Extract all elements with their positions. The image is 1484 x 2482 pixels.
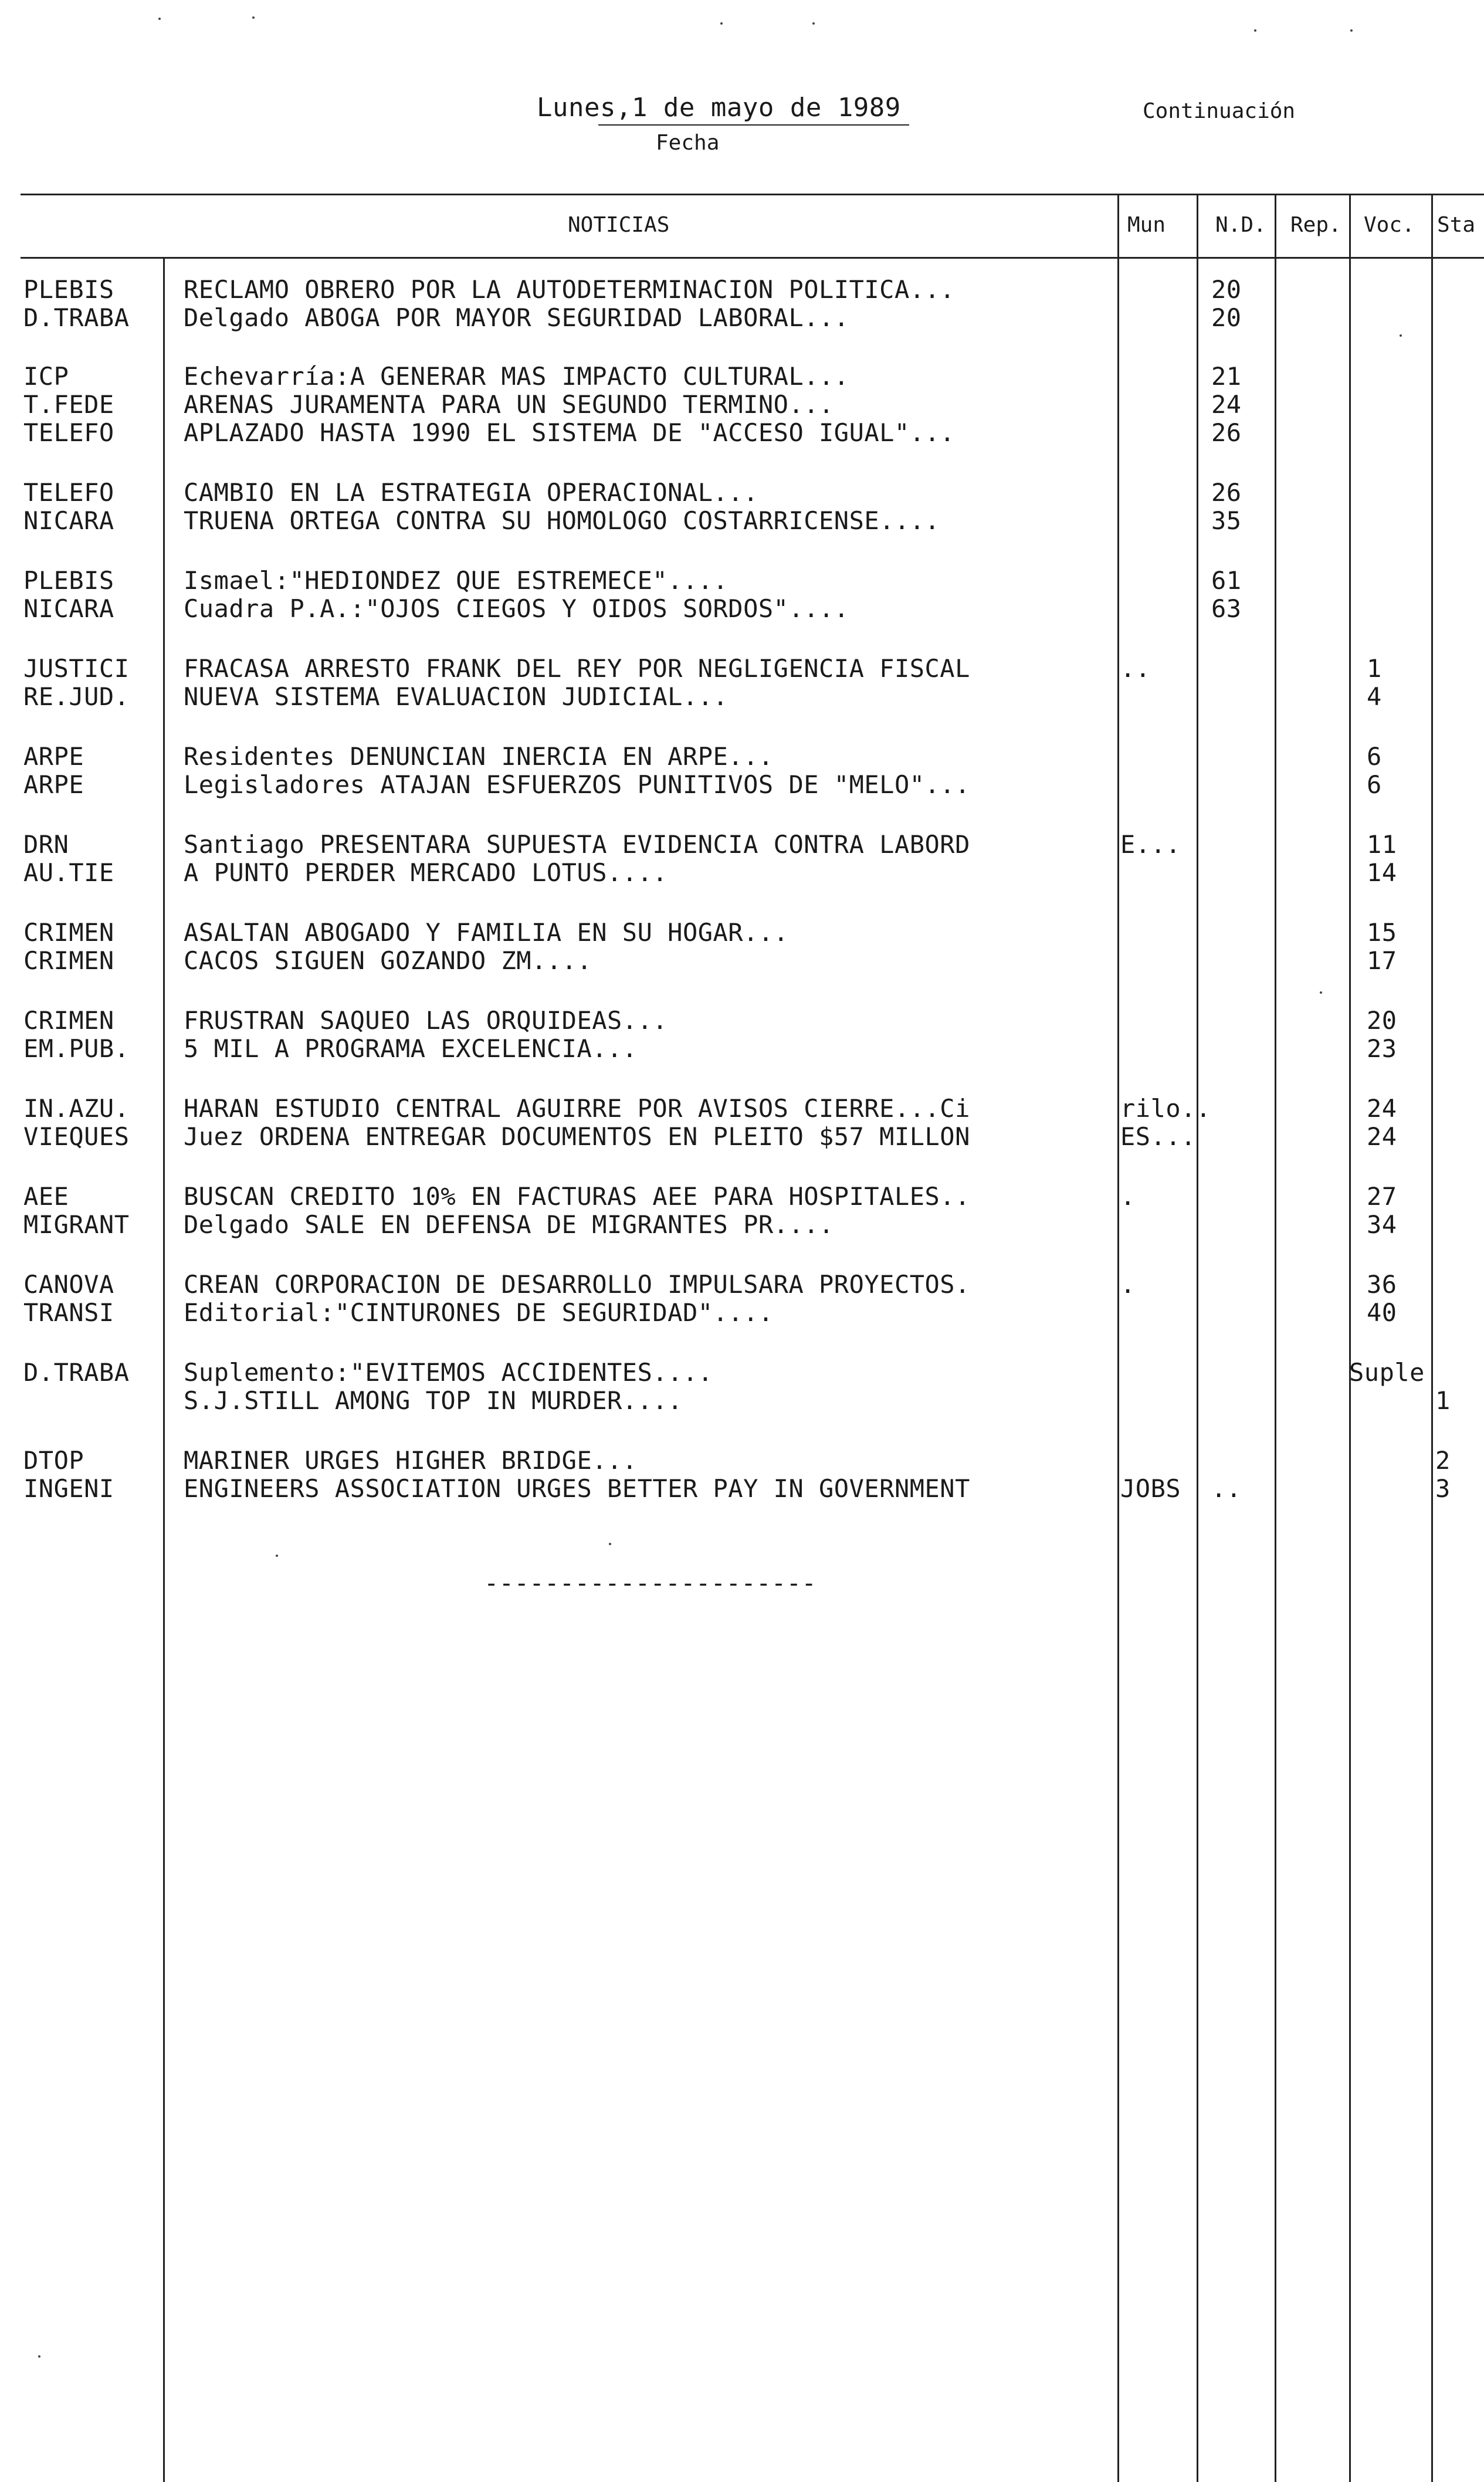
row-code: NICARA [23,594,114,623]
row-star: 2 [1435,1446,1451,1475]
row-code: AU.TIE [23,858,114,887]
row-headline: Juez ORDENA ENTREGAR DOCUMENTOS EN PLEITO $57 MILLON [184,1122,970,1151]
speck [1350,29,1353,32]
row-voc: 36 [1367,1270,1397,1299]
row-code: PLEBIS [23,275,114,304]
row-code: TRANSI [23,1298,114,1327]
speck [158,18,161,20]
row-headline: Residentes DENUNCIAN INERCIA EN ARPE... [184,742,774,771]
row-voc: 11 [1367,830,1397,859]
row-code: CRIMEN [23,1006,114,1035]
row-headline: APLAZADO HASTA 1990 EL SISTEMA DE "ACCESO IGUAL"... [184,418,956,447]
row-code: D.TRABA [23,1358,130,1387]
row-voc: 4 [1367,682,1382,711]
row-headline: 5 MIL A PROGRAMA EXCELENCIA... [184,1034,638,1063]
star-column-divider [1431,194,1433,2482]
row-voc: 23 [1367,1034,1397,1063]
row-code: ARPE [23,742,84,771]
row-voc: Suple [1349,1358,1425,1387]
row-nd: 61 [1211,566,1242,595]
code-column-divider [163,257,165,2482]
voc-column-divider [1349,194,1351,2482]
row-voc: 40 [1367,1298,1397,1327]
rep-column-divider [1275,194,1276,2482]
separator-line: ---------------------- [484,1569,817,1597]
row-code: DTOP [23,1446,84,1475]
row-code: JUSTICI [23,654,130,683]
row-headline: Delgado ABOGA POR MAYOR SEGURIDAD LABORAL... [184,303,849,332]
row-star: 3 [1435,1474,1451,1503]
row-code: AEE [23,1182,69,1211]
row-mun: .. [1120,654,1151,683]
row-code: T.FEDE [23,390,114,419]
row-mun: E... [1120,830,1181,859]
row-mun: rilo.. [1120,1094,1211,1123]
speck [276,1555,278,1557]
row-code: VIEQUES [23,1122,130,1151]
row-code: PLEBIS [23,566,114,595]
row-headline: CACOS SIGUEN GOZANDO ZM.... [184,946,592,975]
row-headline: ASALTAN ABOGADO Y FAMILIA EN SU HOGAR... [184,918,789,947]
row-headline: NUEVA SISTEMA EVALUACION JUDICIAL... [184,682,729,711]
row-code: RE.JUD. [23,682,130,711]
table-top-rule [21,194,1484,195]
continuation-label: Continuación [1143,99,1296,123]
row-headline: Suplemento:"EVITEMOS ACCIDENTES.... [184,1358,713,1387]
speck [609,1543,611,1545]
row-voc: 27 [1367,1182,1397,1211]
row-voc: 24 [1367,1122,1397,1151]
speck [1400,334,1402,337]
nd-column-divider [1197,194,1198,2482]
row-code: CRIMEN [23,918,114,947]
speck [1254,29,1256,32]
row-nd: .. [1211,1474,1242,1503]
row-headline: FRUSTRAN SAQUEO LAS ORQUIDEAS... [184,1006,668,1035]
speck [720,22,723,25]
row-nd: 26 [1211,478,1242,507]
row-voc: 34 [1367,1210,1397,1239]
row-code: TELEFO [23,478,114,507]
row-nd: 20 [1211,275,1242,304]
row-voc: 24 [1367,1094,1397,1123]
row-headline: Ismael:"HEDIONDEZ QUE ESTREMECE".... [184,566,729,595]
row-nd: 35 [1211,506,1242,535]
row-headline: ENGINEERS ASSOCIATION URGES BETTER PAY IN GOVERNMENT [184,1474,970,1503]
row-headline: Legisladores ATAJAN ESFUERZOS PUNITIVOS DE "MELO"... [184,770,970,799]
row-code: IN.AZU. [23,1094,130,1123]
row-code: CANOVA [23,1270,114,1299]
header-voc: Voc. [1364,213,1415,237]
header-rep: Rep. [1290,213,1341,237]
header-mun: Mun [1127,213,1166,237]
row-voc: 15 [1367,918,1397,947]
row-code: D.TRABA [23,303,130,332]
row-headline: FRACASA ARRESTO FRANK DEL REY POR NEGLIGENCIA FISCAL [184,654,970,683]
date-underline [598,124,909,126]
row-code: CRIMEN [23,946,114,975]
row-mun: ES... [1120,1122,1196,1151]
speck [252,16,255,19]
row-headline: ARENAS JURAMENTA PARA UN SEGUNDO TERMINO... [184,390,834,419]
row-nd: 20 [1211,303,1242,332]
row-mun: JOBS [1120,1474,1181,1503]
row-voc: 1 [1367,654,1382,683]
row-voc: 6 [1367,742,1382,771]
row-code: MIGRANT [23,1210,130,1239]
row-mun: . [1120,1182,1136,1211]
row-headline: RECLAMO OBRERO POR LA AUTODETERMINACION POLITICA... [184,275,956,304]
row-mun: . [1120,1270,1136,1299]
row-code: DRN [23,830,69,859]
speck [1320,991,1322,994]
row-star: 1 [1435,1386,1451,1415]
row-headline: MARINER URGES HIGHER BRIDGE... [184,1446,638,1475]
mun-column-divider [1117,194,1119,2482]
row-voc: 14 [1367,858,1397,887]
row-nd: 63 [1211,594,1242,623]
row-headline: Echevarría:A GENERAR MAS IMPACTO CULTURAL... [184,362,849,391]
row-code: INGENI [23,1474,114,1503]
date-text: Lunes,1 de mayo de 1989 [537,93,901,123]
row-voc: 20 [1367,1006,1397,1035]
row-nd: 24 [1211,390,1242,419]
row-code: TELEFO [23,418,114,447]
row-headline: CREAN CORPORACION DE DESARROLLO IMPULSARA PROYECTOS. [184,1270,970,1299]
row-headline: Santiago PRESENTARA SUPUESTA EVIDENCIA CONTRA LABORD [184,830,970,859]
table-header-rule [21,257,1484,259]
row-code: ICP [23,362,69,391]
speck [812,22,815,25]
row-headline: CAMBIO EN LA ESTRATEGIA OPERACIONAL... [184,478,758,507]
row-headline: Cuadra P.A.:"OJOS CIEGOS Y OIDOS SORDOS".... [184,594,849,623]
row-headline: Editorial:"CINTURONES DE SEGURIDAD".... [184,1298,774,1327]
header-nd: N.D. [1215,213,1266,237]
header-star: Sta [1437,213,1476,237]
row-nd: 26 [1211,418,1242,447]
row-headline: HARAN ESTUDIO CENTRAL AGUIRRE POR AVISOS CIERRE...Ci [184,1094,970,1123]
row-voc: 6 [1367,770,1382,799]
row-voc: 17 [1367,946,1397,975]
row-nd: 21 [1211,362,1242,391]
date-caption: Fecha [656,131,720,155]
row-code: EM.PUB. [23,1034,130,1063]
row-headline: Delgado SALE EN DEFENSA DE MIGRANTES PR.... [184,1210,834,1239]
row-code: ARPE [23,770,84,799]
row-headline: S.J.STILL AMONG TOP IN MURDER.... [184,1386,683,1415]
row-code: NICARA [23,506,114,535]
row-headline: BUSCAN CREDITO 10% EN FACTURAS AEE PARA HOSPITALES.. [184,1182,970,1211]
row-headline: A PUNTO PERDER MERCADO LOTUS.... [184,858,668,887]
row-headline: TRUENA ORTEGA CONTRA SU HOMOLOGO COSTARRICENSE.... [184,506,940,535]
speck [38,2355,40,2358]
header-noticias: NOTICIAS [568,213,670,237]
